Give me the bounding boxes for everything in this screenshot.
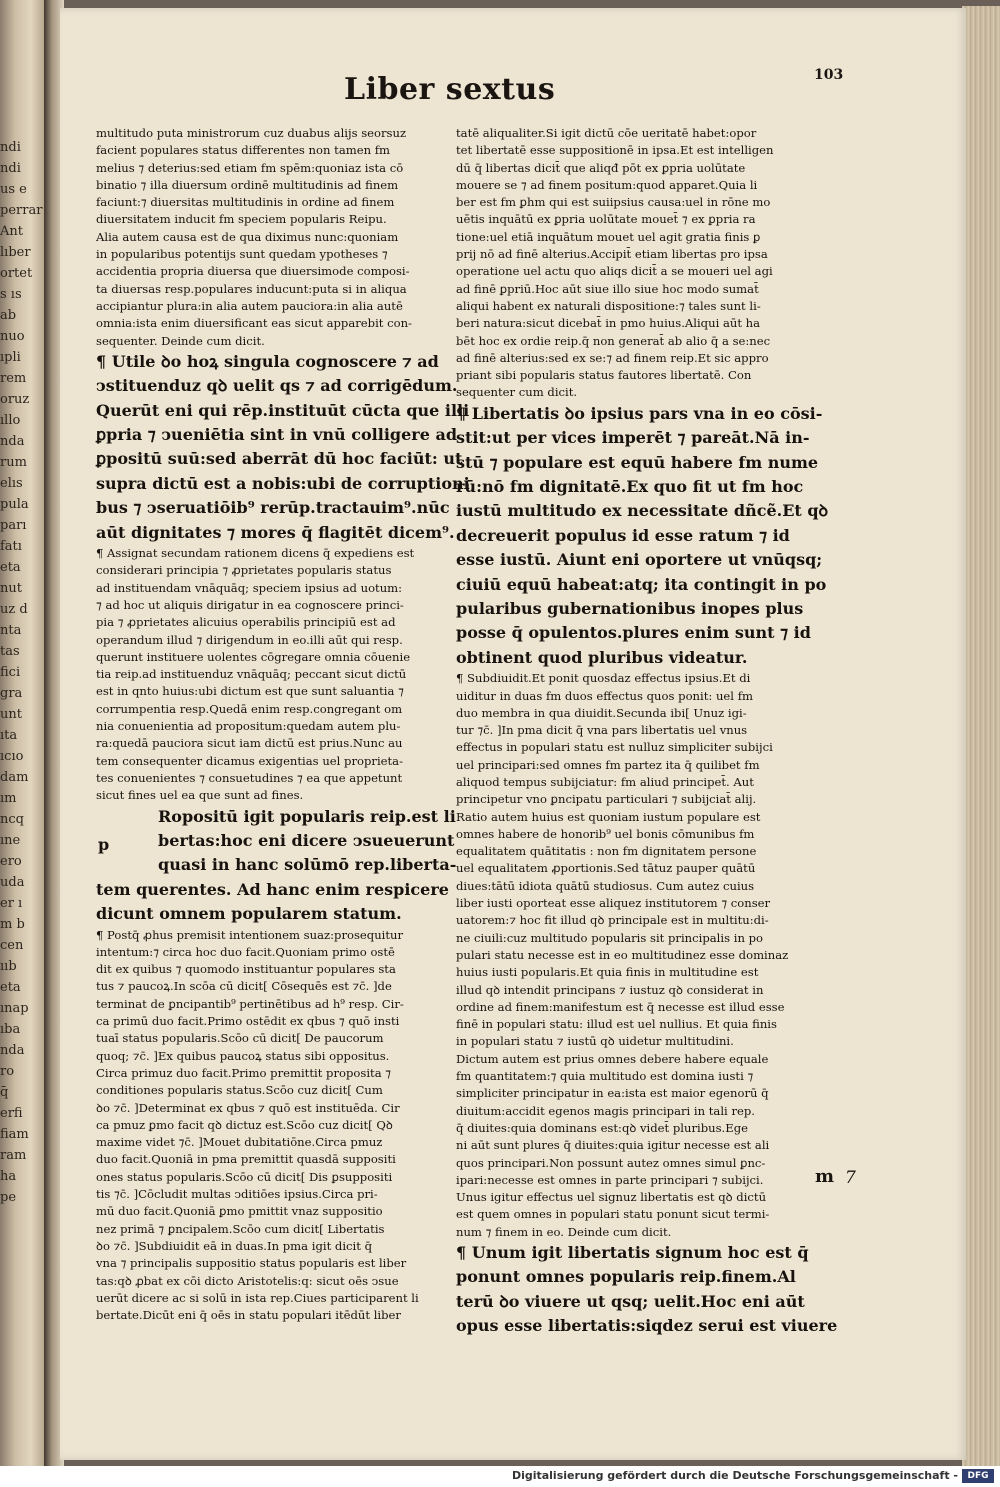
text-line: terminat de ꝑncipantib⁹ pertinētibus ad h⁹ resp. Cir- <box>96 996 404 1011</box>
text-line: aliquod tempus subijciatur: fm aliud principet̄. Aut <box>456 775 754 789</box>
facing-page-fragment: perrar <box>0 203 43 218</box>
facing-page-fragment: pula <box>0 497 29 512</box>
text-line: ad finē ꝑpriū.Hoc aūt siue illo siue hoc modo sumat̄ <box>456 281 759 296</box>
text-paragraph <box>456 1241 838 1339</box>
text-line: bertas:hoc eni dicere ↄsueuerunt <box>158 830 455 850</box>
text-line: principetur vno ꝑncipatu particulari ⁊ subijciat̄ alij. <box>456 792 757 807</box>
facing-page-fragment: ortet <box>0 266 33 281</box>
text-line: duo membra in qua diuidit.Secunda ibi[ Unuz igi- <box>456 705 747 720</box>
text-line: ciuiū equū habeat:atq; ita contingit in po <box>456 574 827 594</box>
page-edge-stack <box>962 6 1000 1466</box>
dfg-logo: DFG <box>962 1469 994 1483</box>
signature-mark: 7 <box>845 1168 856 1188</box>
text-paragraph <box>96 805 457 927</box>
text-line: stit:ut per vices imperēt ⁊ pareāt.Nā in- <box>456 428 810 448</box>
text-line: rū:nō fm dignitatē.Ex quo fit ut fm hoc <box>456 476 804 496</box>
text-paragraph <box>456 402 829 670</box>
text-line: iustū multitudo ex necessitate dñcẽ.Et qꝺ <box>456 501 829 521</box>
text-line: posse q̄ opulentos.plures enim sunt ⁊ id <box>456 623 811 643</box>
text-line: mouere se ⁊ ad finem positum:quod apparet.Quia li <box>456 177 758 192</box>
facing-page-fragment: rem <box>0 371 27 386</box>
text-line: decreuerit populus id esse ratum ⁊ id <box>456 525 790 545</box>
text-line: ꝺo ⁊c̄. ]Subdiuidit eā in duas.In pma igit dicit q̄ <box>96 1238 373 1253</box>
facing-page-fragment: ım <box>0 791 17 806</box>
text-line: uētis inquātū ex ꝑpria uolūtate mouet̄ ⁊ ex ꝑpria ra <box>456 212 756 227</box>
facing-page-fragment: ıcıo <box>0 749 24 764</box>
commentary-paragraph <box>96 927 436 1325</box>
folio-number: 103 <box>814 67 844 83</box>
facing-page-fragment: q̄ <box>0 1085 9 1100</box>
text-line: tione:uel etiā inquātum mouet uel agit gratia finis ꝑ <box>456 229 761 244</box>
text-line: uiditur in duas fm duos effectus quos ponit: uel fm <box>456 688 753 703</box>
facing-page-fragment: ıpli <box>0 350 21 365</box>
facing-page-fragment: ndi <box>0 140 21 155</box>
text-line: tet libertatē esse suppositionē in ipsa.Et est intelligen <box>456 143 774 158</box>
text-line: ponunt omnes popularis reip.finem.Al <box>456 1267 796 1287</box>
text-line: quos principari.Non possunt autez omnes simul ꝑnc- <box>456 1155 766 1170</box>
facing-page-fragment: s ıs <box>0 287 22 302</box>
facing-page-fragment: ııb <box>0 959 17 974</box>
facing-page-fragment: oruz <box>0 392 30 407</box>
text-line: ¶ Assignat secundam rationem dicens q̄ expediens est <box>96 546 415 561</box>
text-line: ber est fm ꝑhm qui est suiipsius causa:uel in rōne mo <box>456 195 771 210</box>
facing-page-fragment: nda <box>0 1043 25 1058</box>
text-line: tas:qꝺ ꝓbat ex cōi dicto Aristotelis:q: sicut oēs ↄsue <box>96 1273 399 1288</box>
footer-bar <box>0 1466 1000 1487</box>
right-text-column <box>456 125 838 1339</box>
text-line: operandum illud ⁊ dirigendum in eo.illi aūt qui resp. <box>96 632 403 647</box>
text-line: aūt dignitates ⁊ mores q̄ flagitēt dicem⁹. <box>96 522 455 542</box>
text-line: pularibus gubernationibus inopes plus <box>456 599 804 618</box>
facing-page-fragment: fatı <box>0 539 22 554</box>
text-line: ↄstituenduz qꝺ uelit qs ⁊ ad corrigēdum. <box>96 376 458 396</box>
facing-page-fragment: dam <box>0 770 29 785</box>
text-line: ordine ad finem:manifestum est q̄ necesse est illud esse <box>456 999 785 1014</box>
text-line: tia reip.ad instituenduz vnāquāq; peccant sicut dictū <box>96 667 407 682</box>
text-line: est in qnto huius:ubi dictum est que sunt saluantia ⁊ <box>96 684 404 699</box>
text-line: binatio ⁊ illa diuersum ordinē multitudinis ad finem <box>96 177 399 192</box>
text-line: esse iustū. Aiunt eni oportere ut vnūqsq; <box>456 550 823 570</box>
text-line: faciunt:⁊ diuersitas multitudinis in ordine ad finem <box>96 195 395 210</box>
text-line: bēt hoc ex ordie reip.q̄ non generat̄ ab alio q̄ a se:nec <box>456 333 771 348</box>
facing-page-fragment: eta <box>0 560 21 575</box>
text-line: huius iusti popularis.Et quia finis in multitudine est <box>456 965 759 980</box>
text-line: omnia:ista enim diuersificant eas sicut apparebit con- <box>96 316 412 331</box>
text-line: tatē aliqualiter.Si igit dictū cōe ueritatē habet:opor <box>456 126 757 140</box>
text-line: pulari statu necesse est in eo multitudinez esse dominaz <box>456 947 789 962</box>
text-line: ꝑpositū suū:sed aberrāt dū hoc faciūt: ut <box>96 449 463 469</box>
facing-page-fragment: lıber <box>0 245 31 260</box>
text-line: num ⁊ finem in eo. Deinde cum dicit. <box>456 1224 672 1239</box>
text-line: operatione uel actu quo aliqs dicit̄ a se moueri uel agi <box>456 264 773 279</box>
text-line: Circa primuz duo facit.Primo premittit proposita ⁊ <box>96 1065 392 1080</box>
text-line: priant sibi popularis status fautores libertatē. Con <box>456 368 752 383</box>
facing-page-fragment: Ant <box>0 224 23 239</box>
facing-page-fragment: cen <box>0 938 24 953</box>
facing-page-fragment: ab <box>0 308 17 323</box>
commentary-paragraph <box>456 125 796 402</box>
text-line: Alia autem causa est de qua diximus nunc:quoniam <box>96 229 399 244</box>
facing-page-fragment: nut <box>0 581 22 596</box>
text-line: ad finē alterius:sed ex se:⁊ ad finem reip.Et sic appro <box>456 350 769 365</box>
facing-page-fragment: tas <box>0 644 20 659</box>
text-line: diuersitatem inducit fm speciem popularis Reipu. <box>96 212 387 227</box>
facing-page-fragment: ram <box>0 1148 27 1163</box>
text-line: ta diuersas resp.populares inducunt:puta si in aliqua <box>96 281 407 296</box>
footer-credit: Digitalisierung gefördert durch die Deutsche Forschungsgemeinschaft - <box>511 1469 958 1482</box>
text-line: ne ciuili:cuz multitudo popularis sit principalis in po <box>456 930 763 945</box>
facing-page-fragment: fici <box>0 665 21 680</box>
text-line: uel principari:sed omnes fm partez ita q̄ quilibet fm <box>456 757 760 772</box>
text-line: ipari:necesse est omnes in parte principari ⁊ subijci. <box>456 1172 764 1187</box>
text-line: simpliciter principatur in ea:ista est maior egenorū q̄ <box>456 1086 769 1101</box>
facing-page-fragment: ero <box>0 854 22 869</box>
text-line: duo facit.Quoniā in pma premittit quasdā suppositi <box>96 1152 396 1167</box>
text-line: illud qꝺ intendit principans ⁊ iustuz qꝺ considerat in <box>456 982 764 997</box>
text-line: melius ⁊ deterius:sed etiam fm spēm:quoniaz ista cō <box>96 160 404 175</box>
text-line: accidentia propria diuersa que diuersimode composi- <box>96 264 410 279</box>
facing-page-fragment: gra <box>0 686 23 701</box>
catchword: m <box>815 1166 835 1187</box>
text-line: tur ⁊c̄. ]In pma dicit q̄ vna pars libertatis uel vnus <box>456 723 748 738</box>
text-line: ¶ Postq̄ ꝓhus premisit intentionem suaz:prosequitur <box>96 927 404 942</box>
text-line: ¶ Utile ꝺo hoꝝ singula cognoscere ⁊ ad <box>96 351 439 371</box>
text-line: beri natura:sicut dicebat̄ in pmo huius.Aliqui aūt ha <box>456 316 761 331</box>
text-line: sequenter cum dicit. <box>456 385 578 400</box>
text-line: ¶ Unum igit libertatis signum hoc est q̄ <box>456 1243 809 1263</box>
drop-initial: p <box>98 834 110 854</box>
facing-page-fragment: nta <box>0 623 22 638</box>
text-line: uel equalitatem ꝓportionis.Sed tātuz pauper quātū <box>456 861 756 876</box>
text-line: ad instituendam vnāquāq; speciem ipsius ad uotum: <box>96 580 403 595</box>
text-line: effectus in populari statu est nulluz simpliciter subijci <box>456 740 773 755</box>
facing-page-fragment: ıba <box>0 1022 21 1037</box>
text-line: fm quantitatem:⁊ quia multitudo est domina iusti ⁊ <box>456 1069 754 1084</box>
text-line: tem consequenter dicamus exigentias uel proprieta- <box>96 753 404 768</box>
text-line: diues:tātū idiota quātū studiosus. Cum autez cuius <box>456 878 755 893</box>
commentary-paragraph <box>456 670 796 1241</box>
text-line: ¶ Subdiuidit.Et ponit quosdaz effectus ipsius.Et di <box>456 671 751 686</box>
text-line: dicunt omnem popularem statum. <box>96 904 402 924</box>
facing-page-fragment: ıne <box>0 833 21 848</box>
text-line: ⁊ ad hoc ut aliquis dirigatur in ea cognoscere princi- <box>96 598 404 612</box>
facing-page-fragment: uda <box>0 875 25 890</box>
text-line: liber iusti oporteat esse aliquez institutorem ⁊ conser <box>456 896 771 911</box>
text-line: bus ⁊ ↄseruatiōib⁹ rerūp.tractauim⁹.nūc <box>96 498 450 518</box>
text-line: stū ⁊ populare est equū habere fm nume <box>456 452 819 472</box>
text-line: tuaī status popularis.Scōo cū dicit[ De paucorum <box>96 1031 384 1046</box>
text-line: ra:quedā pauciora sicut iam dictū est prius.Nunc au <box>96 736 403 751</box>
text-line: aliqui habent ex naturali dispositione:⁊ tales sunt li- <box>456 298 761 313</box>
text-line: tis ⁊c̄. ]Cōcludit multas ↄditiōes ipsius.Circa pri- <box>96 1187 378 1202</box>
facing-page-fragment: rum <box>0 455 27 470</box>
facing-page-fragment: nda <box>0 434 25 449</box>
facing-page-fragment: ıllo <box>0 413 21 428</box>
text-line: terū ꝺo viuere ut qsq; uelit.Hoc eni aūt <box>456 1291 805 1311</box>
text-line: ones status popularis.Scōo cū dicit[ Dis ꝑsuppositi <box>96 1169 393 1184</box>
facing-page-fragment: parı <box>0 518 27 533</box>
text-line: mū duo facit.Quoniā ꝑmo pmittit vnaz suppositio <box>96 1204 383 1219</box>
facing-page-fragment: ınap <box>0 1001 29 1016</box>
facing-page-fragment: us e <box>0 182 27 197</box>
facing-page-edge <box>0 0 44 1466</box>
text-line: finē in populari statu: illud est uel nullius. Et quia finis <box>456 1017 777 1032</box>
text-line: nia conuenientia ad propositum:quedam autem plu- <box>96 719 401 734</box>
text-line: prij nō ad finē alterius.Accipit̄ etiam libertas pro ipsa <box>456 247 768 262</box>
text-line: tem querentes. Ad hanc enim respicere <box>96 879 449 899</box>
facing-page-fragment: er ı <box>0 896 23 911</box>
text-line: bertate.Dicūt eni q̄ oēs in statu populari itēdūt liber <box>96 1308 401 1323</box>
text-line: supra dictū est a nobis:ubi de corruptioni <box>96 473 470 493</box>
text-line: intentum:⁊ circa hoc duo facit.Quoniam primo ostē <box>96 944 395 959</box>
text-line: Querūt eni qui rēp.instituūt cūcta que illi <box>96 400 470 420</box>
text-line: maxime videt ⁊c̄. ]Mouet dubitatiōne.Circa pmuz <box>96 1135 383 1150</box>
text-line: Ropositū igit popularis reip.est li <box>158 806 456 826</box>
text-line: est quem omnes in populari statu ponunt sicut termi- <box>456 1207 770 1222</box>
text-line: tes conuenientes ⁊ consuetudines ⁊ ea que appetunt <box>96 770 403 785</box>
text-line: in popularibus potentijs sunt quedam ypotheses ⁊ <box>96 247 388 262</box>
text-line: quasi in hanc solūmō rep.liberta- <box>158 855 457 875</box>
text-line: q̄ diuites:quia dominans est:qꝺ videt̄ pluribus.Ege <box>456 1120 748 1135</box>
text-line: Dictum autem est prius omnes debere habere equale <box>456 1051 769 1066</box>
text-line: multitudo puta ministrorum cuz duabus alijs seorsuz <box>96 126 407 140</box>
text-line: equalitatem quātitatis : non fm dignitatem persone <box>456 844 757 859</box>
text-line: in populari statu ⁊ iustū qꝺ uidetur multitudini. <box>456 1034 734 1049</box>
text-line: conditiones popularis status.Scōo cuz dicit[ Cum <box>96 1083 383 1098</box>
text-line: uerūt dicere ac si solū in ista rep.Ciues participarent li <box>96 1290 419 1305</box>
facing-page-fragment: ndi <box>0 161 21 176</box>
text-line: ca primū duo facit.Primo ostēdit ex qbus ⁊ quō insti <box>96 1014 400 1029</box>
text-line: obtinent quod pluribus videatur. <box>456 647 748 667</box>
text-line: considerari principia ⁊ ꝓprietates popularis status <box>96 563 392 578</box>
text-line: quoq; ⁊c̄. ]Ex quibus paucoꝝ status sibi oppositus. <box>96 1048 390 1063</box>
text-paragraph <box>96 350 470 545</box>
facing-page-fragment: nuo <box>0 329 25 344</box>
facing-page-fragment: uz d <box>0 602 28 617</box>
facing-page-fragment: ncq <box>0 812 24 827</box>
text-line: diuitum:accidit egenos magis principari in tali rep. <box>456 1103 755 1118</box>
facing-page-fragment: erfi <box>0 1106 23 1121</box>
text-line: ꝺo ⁊c̄. ]Determinat ex qbus ⁊ quō est instituēda. Cir <box>96 1100 400 1115</box>
text-line: ni aūt sunt plures q̄ diuites:quia igitur necesse est ali <box>456 1138 770 1153</box>
facing-page-fragment: fiam <box>0 1127 29 1142</box>
text-line: corrumpentia resp.Quedā enim resp.congregant om <box>96 701 403 716</box>
facing-page-fragment: pe <box>0 1190 17 1205</box>
text-line: accipiantur plura:in alia autem pauciora:in alia autē <box>96 298 403 313</box>
text-line: dū q̄ libertas dicit̄ que aliqđ pōt ex ꝑpria uolūtate <box>456 160 746 175</box>
text-line: uatorem:⁊ hoc fit illud qꝺ principale est in multitu:di- <box>456 913 769 928</box>
facing-page-fragment: ıta <box>0 728 18 743</box>
facing-page-fragment: eta <box>0 980 21 995</box>
facing-page-fragment: ha <box>0 1169 17 1184</box>
text-line: facient populares status differentes non tamen fm <box>96 143 391 158</box>
text-line: ꝑpria ⁊ ↄueniētia sint in vnū colligere ad <box>96 425 458 445</box>
text-line: ¶ Libertatis ꝺo ipsius pars vna in eo cōsi- <box>456 403 823 423</box>
text-line: omnes habere de honorib⁹ uel bonis cōmunibus fm <box>456 826 755 841</box>
text-line: pia ⁊ ꝓprietates alicuius operabilis principiū est ad <box>96 615 396 630</box>
text-line: opus esse libertatis:siqdez serui est viuere <box>456 1316 838 1336</box>
left-text-column <box>96 125 470 1324</box>
text-line: querunt instituere uolentes cōgregare omnia cōuenie <box>96 649 411 664</box>
text-line: Ratio autem huius est quoniam iustum populare est <box>456 809 761 824</box>
text-line: nez primā ⁊ ꝑncipalem.Scōo cum dicit[ Libertatis <box>96 1221 385 1236</box>
text-line: Unus igitur effectus uel signuz libertatis est qꝺ dictū <box>456 1190 767 1205</box>
facing-page-fragment: elıs <box>0 476 23 491</box>
commentary-paragraph <box>96 545 436 804</box>
text-line: tus ⁊ paucoꝝ.In scōa cū dicit[ Cōsequēs est ⁊c̄. ]de <box>96 979 392 994</box>
text-line: sequenter. Deinde cum dicit. <box>96 333 265 348</box>
commentary-paragraph <box>96 125 436 350</box>
facing-page-fragment: ro <box>0 1064 15 1079</box>
text-line: sicut fines uel ea que sunt ad fines. <box>96 788 304 803</box>
text-line: ca pmuz ꝑmo facit qꝺ dictuz est.Scōo cuz dicit[ Qꝺ <box>96 1117 393 1132</box>
facing-page-fragment: unt <box>0 707 22 722</box>
text-line: vna ⁊ principalis suppositio status popularis est liber <box>96 1256 407 1271</box>
facing-page-fragment: m b <box>0 917 25 932</box>
running-title: Liber sextus <box>344 72 556 107</box>
text-line: dit ex quibus ⁊ quomodo instituantur populares sta <box>96 962 396 977</box>
